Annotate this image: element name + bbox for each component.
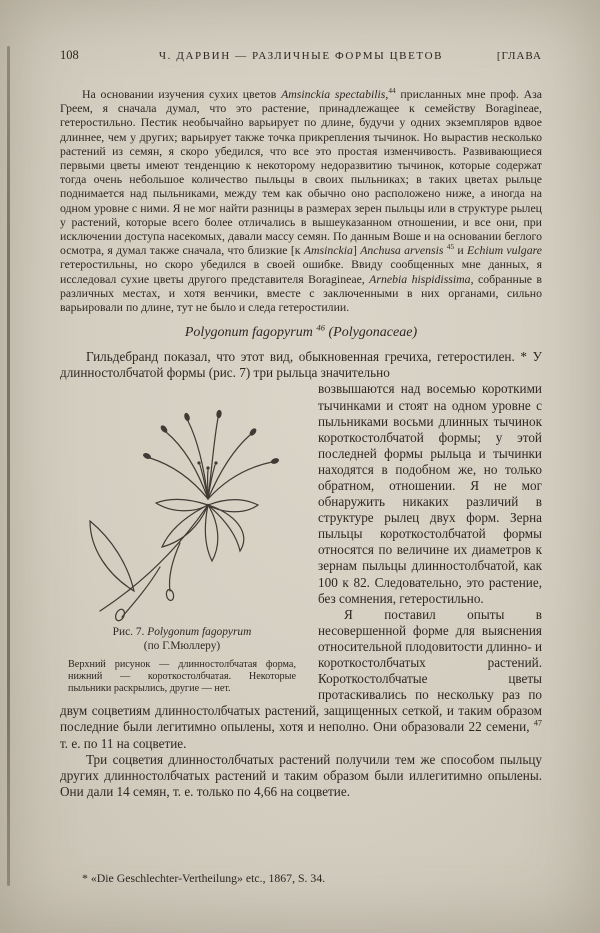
running-title: Ч. ДАРВИН — РАЗЛИЧНЫЕ ФОРМЫ ЦВЕТОВ <box>158 50 444 62</box>
figure-caption-credit: (по Г.Мюллеру) <box>143 640 221 653</box>
paragraph-experiment: Я поставил опыты в несовершенной форме для выяснения относительной плодовитости длинно- и короткостолбчатых растений. Короткостолбчатые цветы протаскивались по нескольку раз по двум соцветиям длинностолбчатых растений, защищенных сеткой, и таким образом последние были легитимно опылены, хотя и неполно. Они образовали 22 семени, $^{47}$ т. е. по 11 на соцветие. <box>60 606 543 751</box>
page-content <box>60 48 542 800</box>
running-header <box>60 48 542 63</box>
buckwheat-flower-illustration <box>60 385 304 623</box>
figure-and-text-wrap <box>60 381 542 751</box>
paragraph-illegitimate: Три соцветия длинностолбчатых растений получили тем же способом пыльцу других длинностолбчатых растений и таким образом были иллегитимно опылены. Они дали 14 семян, т. е. только по 4,66 на соцветие. <box>60 751 542 799</box>
chapter-label: [ГЛАВА <box>496 50 542 62</box>
figure-caption-note: Верхний рисунок — длинностолбчатая форма, нижний — короткостолбчатая. Некоторые пыльники раскрылись, другие — нет. <box>68 658 296 694</box>
figure-caption <box>60 626 304 653</box>
paragraph-hildebrand-intro: Гильдебранд показал, что этот вид, обыкновенная гречиха, гетеростилен. * У длинностолбчатой формы (рис. 7) три рыльца значительно <box>60 349 542 381</box>
binding-shadow <box>7 46 10 886</box>
figure-7 <box>60 385 304 694</box>
page-number: 108 <box>60 48 79 62</box>
footnote: * «Die Geschlechter-Vertheilung» etc., 1867, S. 34. <box>82 871 326 885</box>
figure-caption-title: Рис. 7. Polygonum fagopyrum <box>112 626 252 639</box>
paragraph-hildebrand-cont: возвышаются над восемью короткими тычинками и стоят на одном уровне с пыльниками восьми длинных тычинок короткостолбчатой формы; у этой последней формы рыльца и тычинки находятся в подобном же, но только обратном, отношении. Я не мог обнаружить никаких различий в структуре рылец двух форм. Зерна пыльцы короткостолбчатой формы относятся по величине их диаметров к зернам пыльцы длинностолбчатой, как 100 к 82. Следовательно, это растение, без сомнения, гетеростильно. <box>318 381 542 606</box>
small-type-block <box>60 87 542 314</box>
main-type-block <box>60 349 542 800</box>
section-heading: Polygonum fagopyrum $^{46}$ (Polygonaceae) <box>184 322 418 341</box>
paragraph-amsinckia: На основании изучения сухих цветов Amsinckia spectabilis,$^{44}$ присланных мне проф. Аза Греем, я сначала думал, что это растение, принадлежащее к семейству Boragineae, гетеростильно. Пестик необычайно варьирует по длине, будучи у одних экземпляров вдвое длиннее, чем у других; варьирует также точка прикрепления тычинок. Но вырастив несколько растений из семян, я скоро убедился, что все это простая изменчивость. Развивающиеся первыми цветы имеют тенденцию к некоторому недоразвитию тычинок, которые содержат тогда очень небольшое количество пыльцы в своих пыльниках; в таких цветах рыльце поднимается над пыльниками, между тем как обычно оно расположено ниже, а иногда на одном уровне с ними. Я не мог найти разницы в размерах зерен пыльцы или в структуре рылец у растений, которые всего более отличались в вышеуказанном отношении, и все они, при исключении доступа насекомых, давали массу семян. По данным Воше и на основании беглого осмотра, я думал также сначала, что близкие [к Amsinckia] Anchusa arvensis $^{45}$ и Echium vulgare гетеростильны, но скоро убедился в своей ошибке. Ввиду сообщенных мне данных, я исследовал сухие цветы другого представителя Boragineae, Arnebia hispidissima, собранные в различных местах, и хотя венчики, вместе с заключенными в них органами, сильно варьировали по длине, тут не было и следа гетеростилии. <box>60 86 542 315</box>
